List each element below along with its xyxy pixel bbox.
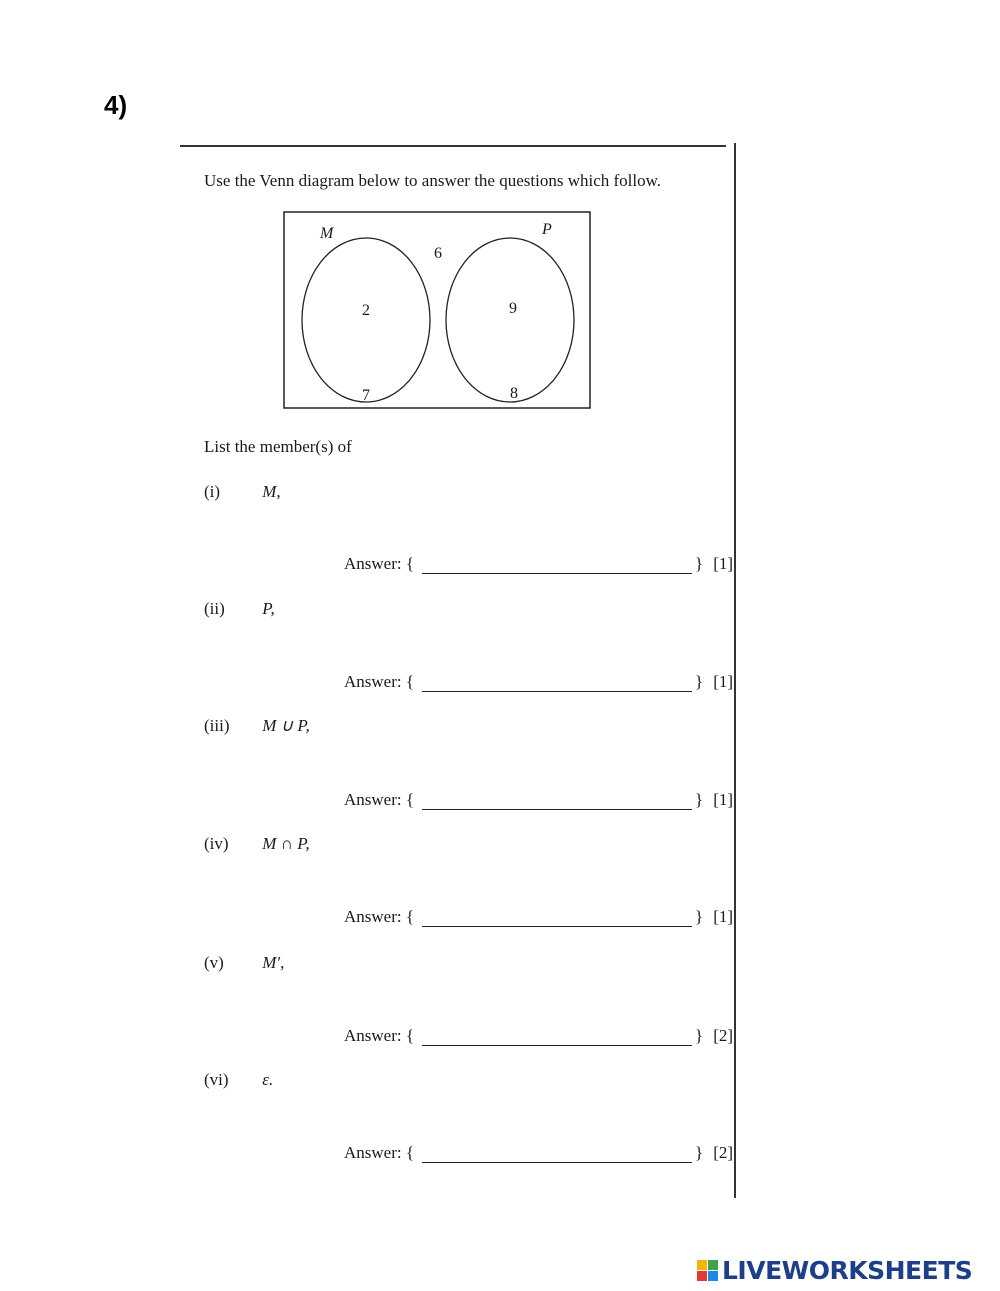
answer-row bbox=[344, 906, 734, 927]
question-item bbox=[204, 1070, 273, 1090]
answer-close-brace: } bbox=[695, 1143, 704, 1162]
answer-row bbox=[344, 553, 734, 574]
question-expression: M, bbox=[262, 482, 281, 501]
list-intro: List the member(s) of bbox=[204, 437, 352, 456]
outside-below-p-value: 8 bbox=[510, 385, 518, 402]
brand-name: LIVEWORKSHEETS bbox=[722, 1256, 973, 1285]
question-expression: M ∩ P, bbox=[262, 834, 310, 853]
answer-input-iii[interactable] bbox=[422, 789, 692, 810]
answer-row bbox=[344, 1025, 734, 1046]
marks: [1] bbox=[713, 790, 734, 809]
answer-label: Answer: { bbox=[344, 1026, 415, 1045]
set-p-circle bbox=[446, 238, 574, 402]
logo-square bbox=[697, 1260, 707, 1270]
answer-close-brace: } bbox=[695, 790, 704, 809]
question-expression: M ∪ P, bbox=[262, 716, 310, 735]
answer-input-vi[interactable] bbox=[422, 1142, 692, 1163]
answer-close-brace: } bbox=[695, 672, 704, 691]
question-item bbox=[204, 716, 310, 736]
logo-square bbox=[697, 1271, 707, 1281]
marks: [1] bbox=[713, 554, 734, 573]
liveworksheets-logo[interactable] bbox=[697, 1256, 972, 1285]
answer-input-ii[interactable] bbox=[422, 671, 692, 692]
question-item bbox=[204, 599, 275, 619]
venn-diagram bbox=[282, 210, 594, 412]
instruction-text: Use the Venn diagram below to answer the questions which follow. bbox=[204, 171, 662, 190]
answer-close-brace: } bbox=[695, 554, 704, 573]
answer-input-i[interactable] bbox=[422, 553, 692, 574]
set-p-value: 9 bbox=[509, 300, 517, 317]
answer-row bbox=[344, 789, 734, 810]
set-m-value: 2 bbox=[362, 302, 370, 319]
answer-close-brace: } bbox=[695, 1026, 704, 1045]
answer-label: Answer: { bbox=[344, 907, 415, 926]
marks: [1] bbox=[713, 672, 734, 691]
question-expression: P, bbox=[262, 599, 275, 618]
logo-square bbox=[708, 1260, 718, 1270]
question-label: (i) bbox=[204, 482, 221, 501]
right-margin-line bbox=[734, 143, 736, 1198]
question-label: (iii) bbox=[204, 716, 230, 735]
question-item bbox=[204, 834, 310, 854]
set-m-circle bbox=[302, 238, 430, 402]
answer-row bbox=[344, 1142, 734, 1163]
answer-label: Answer: { bbox=[344, 790, 415, 809]
outside-below-m-value: 7 bbox=[362, 387, 370, 404]
logo-square bbox=[708, 1271, 718, 1281]
question-label: (vi) bbox=[204, 1070, 229, 1089]
answer-label: Answer: { bbox=[344, 554, 415, 573]
top-divider bbox=[180, 145, 726, 147]
answer-close-brace: } bbox=[695, 907, 704, 926]
question-number: 4) bbox=[104, 90, 128, 120]
answer-input-v[interactable] bbox=[422, 1025, 692, 1046]
marks: [2] bbox=[713, 1143, 734, 1162]
question-label: (iv) bbox=[204, 834, 229, 853]
marks: [2] bbox=[713, 1026, 734, 1045]
answer-input-iv[interactable] bbox=[422, 906, 692, 927]
set-m-label: M bbox=[320, 225, 334, 242]
set-p-label: P bbox=[542, 221, 552, 238]
question-item bbox=[204, 482, 281, 502]
question-label: (v) bbox=[204, 953, 224, 972]
answer-label: Answer: { bbox=[344, 672, 415, 691]
question-label: (ii) bbox=[204, 599, 225, 618]
answer-label: Answer: { bbox=[344, 1143, 415, 1162]
question-expression: M′, bbox=[262, 953, 285, 972]
liveworksheets-logo-icon bbox=[697, 1260, 718, 1281]
marks: [1] bbox=[713, 907, 734, 926]
question-item bbox=[204, 953, 284, 973]
answer-row bbox=[344, 671, 734, 692]
question-expression: ε. bbox=[262, 1070, 274, 1089]
outside-top-value: 6 bbox=[434, 245, 442, 262]
